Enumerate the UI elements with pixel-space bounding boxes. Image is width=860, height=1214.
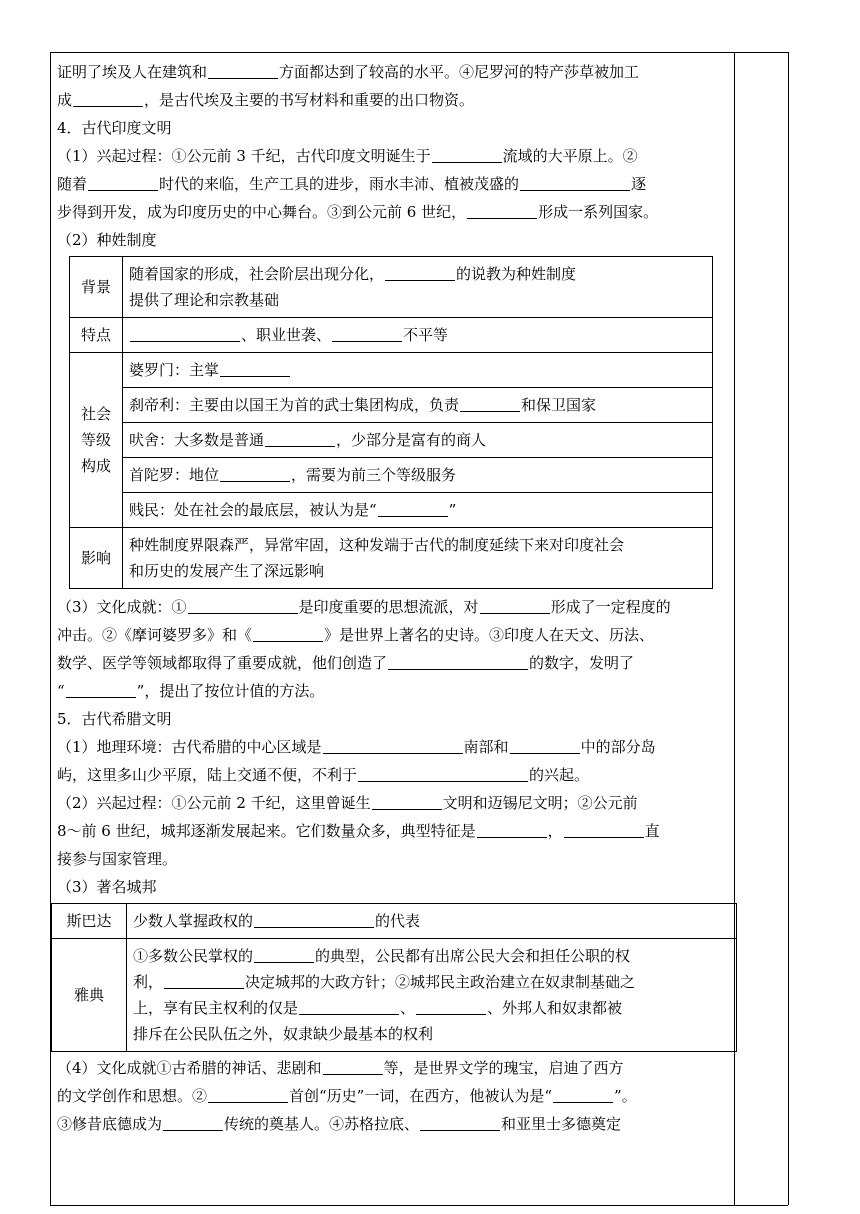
section-heading-india: 4．古代印度文明	[57, 119, 172, 137]
text-line: 屿，这里多山少平原，陆上交通不便，不利于 的兴起。	[57, 766, 590, 784]
fill-blank[interactable]	[130, 325, 240, 342]
text-line: 接参与国家管理。	[57, 850, 178, 868]
text-line: （4）文化成就①古希腊的神话、悲剧和 等，是世界文学的瑰宝，启迪了西方	[57, 1059, 624, 1077]
table-row	[70, 423, 713, 458]
fill-blank[interactable]	[372, 793, 442, 810]
fill-blank[interactable]	[520, 174, 630, 191]
table-row	[70, 458, 713, 493]
table-cell: 种姓制度界限森严，异常牢固，这种发端于古代的制度延续下来对印度社会 和历史的发展产生了深远影响	[123, 528, 713, 589]
table-row	[70, 353, 713, 388]
table-cell: 随着国家的形成，社会阶层出现分化， 的说教为种姓制度 提供了理论和宗教基础	[123, 257, 713, 318]
fill-blank[interactable]	[254, 911, 374, 928]
fill-blank[interactable]	[66, 681, 136, 698]
text-line: （2）兴起过程：①公元前 2 千纪，这里曾诞生 文明和迈锡尼文明；②公元前	[57, 794, 638, 812]
section-heading-greece: 5．古代希腊文明	[57, 710, 172, 728]
text-line: 的文学创作和思想。② 首创“历史”一词，在西方，他被认为是“ ”。	[57, 1087, 637, 1105]
row-head: 斯巴达	[52, 904, 127, 939]
row-head: 社会 等级 构成	[70, 353, 123, 528]
table-cell: 少数人掌握政权的 的代表	[127, 904, 737, 939]
fill-blank[interactable]	[385, 264, 455, 281]
fill-blank[interactable]	[323, 1058, 383, 1075]
fill-blank[interactable]	[220, 465, 290, 482]
fill-blank[interactable]	[254, 946, 314, 963]
table-row	[70, 528, 713, 589]
fill-blank[interactable]	[553, 1086, 613, 1103]
table-cell: 首陀罗：地位 ，需要为前三个等级服务	[123, 458, 713, 493]
fill-blank[interactable]	[323, 737, 463, 754]
row-head: 特点	[70, 318, 123, 353]
fill-blank[interactable]	[480, 597, 550, 614]
text-line: 冲击。②《摩诃婆罗多》和《 》是世界上著名的史诗。③印度人在天文、历法、	[57, 626, 655, 644]
fill-blank[interactable]	[358, 765, 528, 782]
table-row	[70, 318, 713, 353]
text-line: 成 ，是古代埃及主要的书写材料和重要的出口物资。	[57, 91, 475, 109]
text-line: 随着 时代的来临，生产工具的进步，雨水丰沛、植被茂盛的 逐	[57, 175, 647, 193]
fill-blank[interactable]	[460, 395, 520, 412]
table-row	[52, 939, 737, 1052]
fill-blank[interactable]	[220, 360, 290, 377]
fill-blank[interactable]	[163, 1114, 223, 1131]
table-row	[52, 904, 737, 939]
subheading-cities: （3）著名城邦	[57, 878, 157, 896]
notes-column	[734, 52, 789, 1205]
table-row	[70, 257, 713, 318]
fill-blank[interactable]	[510, 737, 580, 754]
row-head: 影响	[70, 528, 123, 589]
fill-blank[interactable]	[467, 202, 537, 219]
text-line: 8～前 6 世纪，城邦逐渐发展起来。它们数量众多，典型特征是 ， 直	[57, 822, 660, 840]
fill-blank[interactable]	[420, 1114, 500, 1131]
fill-blank[interactable]	[208, 1086, 288, 1103]
text-line: 数学、医学等领域都取得了重要成就，他们创造了 的数字，发明了	[57, 654, 635, 672]
text-line: （3）文化成就：① 是印度重要的思想流派，对 形成了一定程度的	[57, 598, 671, 616]
table-cell: 、职业世袭、 不平等	[123, 318, 713, 353]
fill-blank[interactable]	[88, 174, 158, 191]
fill-blank[interactable]	[73, 90, 143, 107]
text-line: （1）地理环境：古代希腊的中心区域是 南部和 中的部分岛	[57, 738, 656, 756]
table-cell: 贱民：处在社会的最底层，被认为是“ ”	[123, 493, 713, 528]
table-cell: 刹帝利：主要由以国王为首的武士集团构成，负责 和保卫国家	[123, 388, 713, 423]
text-line: 证明了埃及人在建筑和 方面都达到了较高的水平。④尼罗河的特产莎草被加工	[57, 63, 640, 81]
fill-blank[interactable]	[265, 430, 335, 447]
fill-blank[interactable]	[388, 653, 528, 670]
fill-blank[interactable]	[332, 325, 402, 342]
caste-system-table	[69, 256, 713, 589]
fill-blank[interactable]	[416, 998, 486, 1015]
fill-blank[interactable]	[477, 821, 547, 838]
row-head: 背景	[70, 257, 123, 318]
table-cell: ①多数公民掌权的 的典型，公民都有出席公民大会和担任公职的权 利， 决定城邦的大政方针；②城邦民主政治建立在奴隶制基础之 上，享有民主权利的仅是 、 、外邦人和奴隶都被 排斥在公民队伍之外，奴隶缺少最基本的权利	[127, 939, 737, 1052]
table-row	[70, 388, 713, 423]
fill-blank[interactable]	[378, 500, 448, 517]
fill-blank[interactable]	[208, 62, 278, 79]
fill-blank[interactable]	[253, 625, 323, 642]
table-cell: 婆罗门：主掌	[123, 353, 713, 388]
city-states-table	[51, 903, 737, 1052]
table-cell: 吠舍：大多数是普通 ，少部分是富有的商人	[123, 423, 713, 458]
fill-blank[interactable]	[299, 998, 399, 1015]
text-line: （1）兴起过程：①公元前 3 千纪，古代印度文明诞生于 流域的大平原上。②	[57, 147, 638, 165]
fill-blank[interactable]	[188, 597, 298, 614]
fill-blank[interactable]	[432, 146, 502, 163]
row-head: 雅典	[52, 939, 127, 1052]
fill-blank[interactable]	[564, 821, 644, 838]
table-row	[70, 493, 713, 528]
text-line: “ ”，提出了按位计值的方法。	[57, 682, 325, 700]
text-line: ③修昔底德成为 传统的奠基人。④苏格拉底、 和亚里士多德奠定	[57, 1115, 622, 1133]
text-line: 步得到开发，成为印度历史的中心舞台。③到公元前 6 世纪， 形成一系列国家。	[57, 203, 659, 221]
fill-blank[interactable]	[164, 972, 244, 989]
subheading-caste: （2）种姓制度	[57, 231, 157, 249]
worksheet-content	[57, 58, 725, 1138]
